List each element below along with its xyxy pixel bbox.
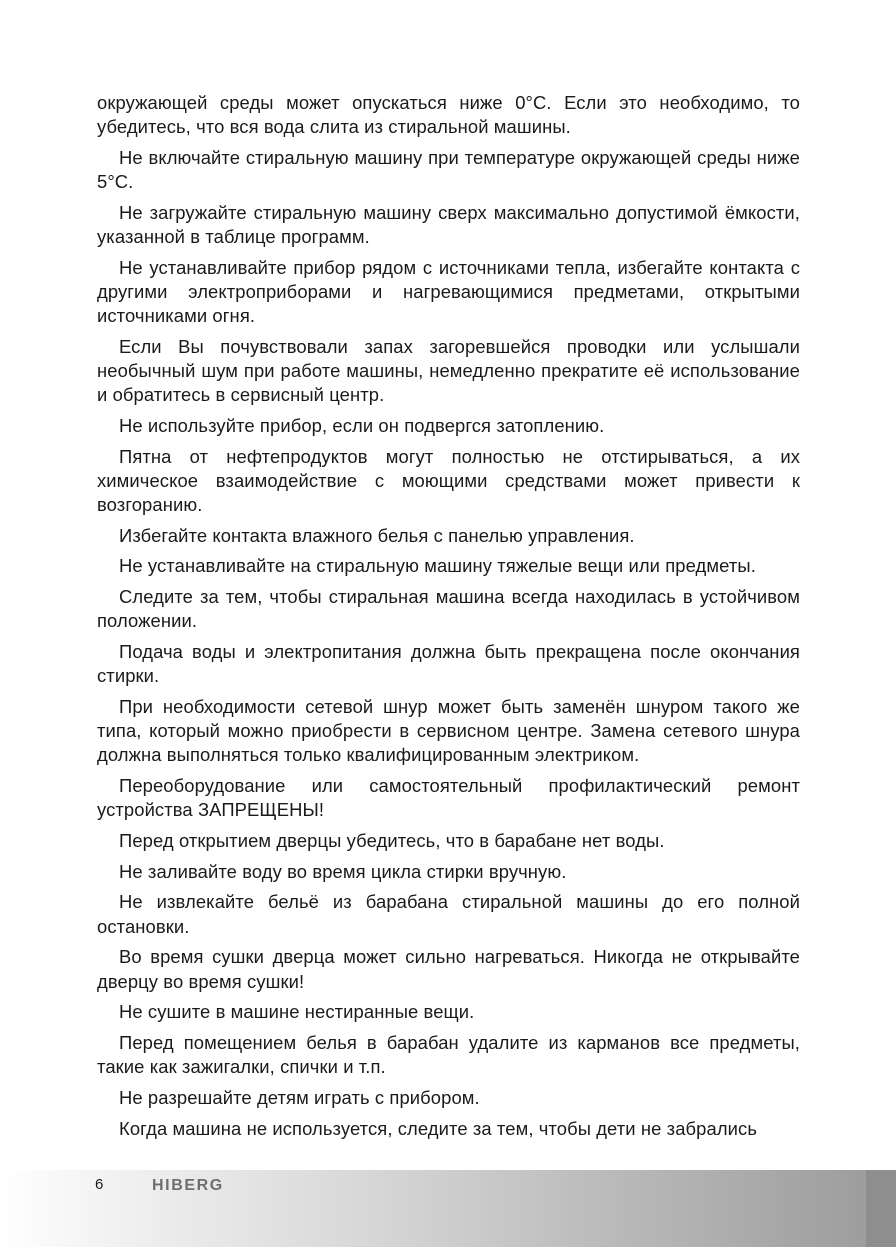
paragraph: Перед помещением белья в барабан удалите из карманов все предметы, такие как зажигалки, спички и т.п. [97,1031,800,1078]
paragraph: Не разрешайте детям играть с прибором. [119,1086,480,1108]
paragraph: Если Вы почувствовали запах загоревшейся проводки или услышали необычный шум при работе машины, немедленно прекратите её использование и обратитесь в сервисный центр. [97,335,800,406]
paragraph: Не устанавливайте на стиральную машину тяжелые вещи или предметы. [119,555,756,577]
paragraph: Когда машина не используется, следите за тем, чтобы дети не забрались [119,1117,758,1139]
paragraph: Не используйте прибор, если он подвергся затоплению. [119,414,605,436]
paragraph: При необходимости сетевой шнур может быть заменён шнуром такого же типа, который можно приобрести в сервисном центре. Замена сетевого шнура должна выполняться только квалифицированным электриком. [97,695,800,766]
body-text [97,91,800,1147]
page-number: 6 [95,1176,104,1193]
paragraph: окружающей среды может опускаться ниже 0°С. Если это необходимо, то убедитесь, что вся вода слита из стиральной машины. [97,92,800,138]
svg-text:HIBERG: HIBERG [152,1177,224,1194]
paragraph: Не загружайте стиральную машину сверх максимально допустимой ёмкости, указанной в таблице программ. [97,201,800,248]
paragraph: Не устанавливайте прибор рядом с источниками тепла, избегайте контакта с другими электроприборами и нагревающимися предметами, открытыми источниками огня. [97,256,800,327]
paragraph: Следите за тем, чтобы стиральная машина всегда находилась в устойчивом положении. [97,586,800,632]
paragraph: Во время сушки дверца может сильно нагреваться. Никогда не открывайте дверцу во время сушки! [97,946,800,992]
brand-logo [152,1175,250,1195]
paragraph: Не извлекайте бельё из барабана стиральной машины до его полной остановки. [97,891,800,937]
footer-edge-tab [866,1170,896,1247]
paragraph: Избегайте контакта влажного белья с панелью управления. [119,524,635,546]
paragraph: Перед открытием дверцы убедитесь, что в барабане нет воды. [119,829,665,851]
paragraph: Подача воды и электропитания должна быть прекращена после окончания стирки. [97,641,800,687]
paragraph: Не сушите в машине нестиранные вещи. [119,1001,475,1023]
paragraph: Не включайте стиральную машину при температуре окружающей среды ниже 5°С. [97,146,800,193]
paragraph: Пятна от нефтепродуктов могут полностью не отстирываться, а их химическое взаимодействие с моющими средствами может привести к возгоранию. [97,445,800,516]
paragraph: Переоборудование или самостоятельный профилактический ремонт устройства ЗАПРЕЩЕНЫ! [97,775,800,821]
hiberg-logo-icon [152,1175,250,1195]
paragraph: Не заливайте воду во время цикла стирки вручную. [119,860,567,882]
footer-gradient-bar [0,1170,896,1247]
